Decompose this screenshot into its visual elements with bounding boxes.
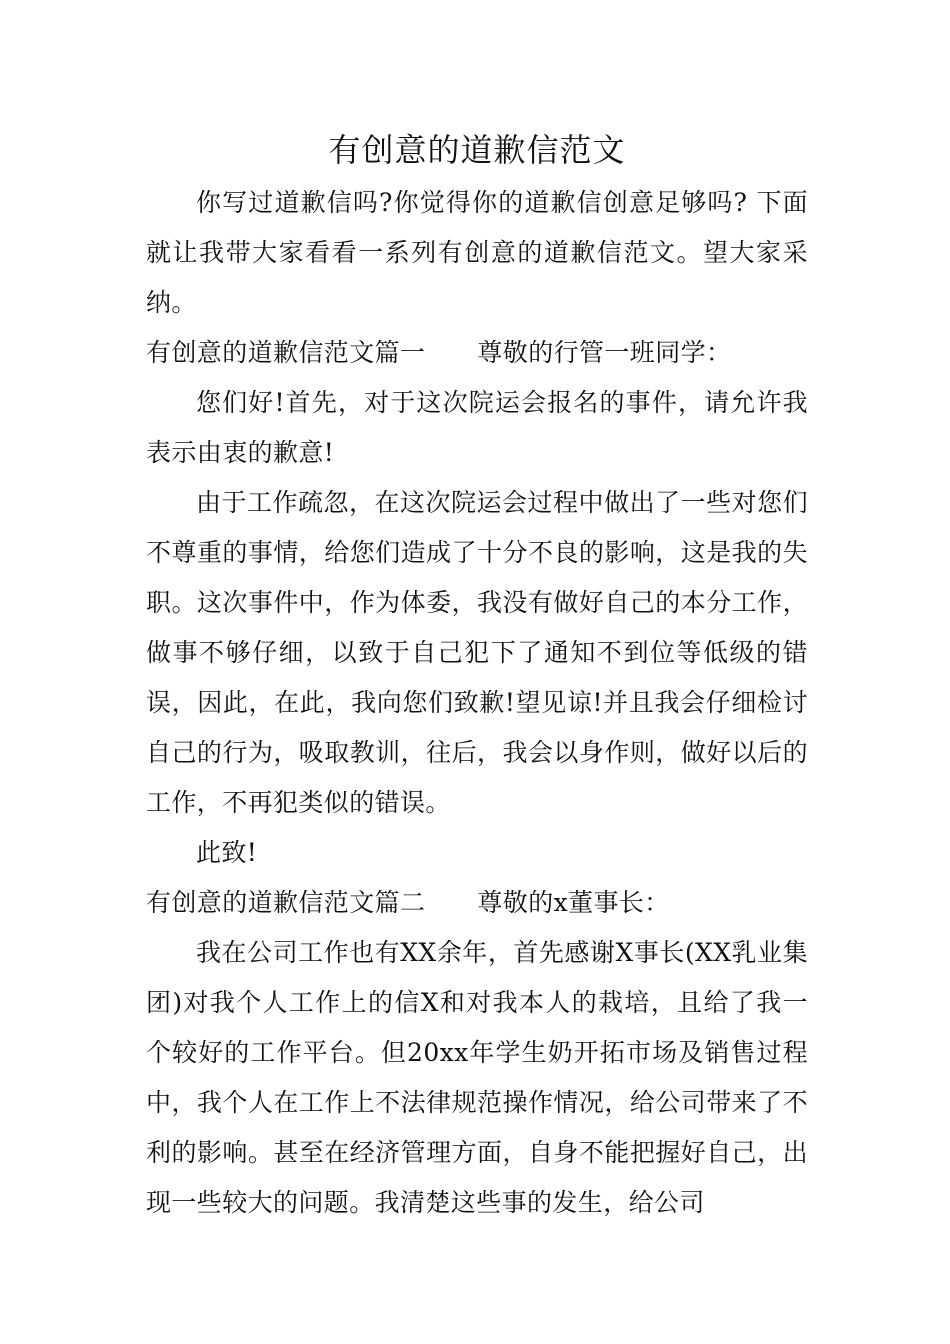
- section-1-heading-line: [146, 328, 808, 378]
- section-1-closing: 此致!: [196, 838, 258, 867]
- section-1-salutation: 尊敬的行管一班同学：: [477, 338, 732, 367]
- section-2-heading: 有创意的道歉信范文篇二: [146, 888, 426, 917]
- section-2-salutation: 尊敬的x董事长：: [477, 888, 670, 917]
- section-2-heading-line: [146, 878, 808, 928]
- section-1-paragraph-1: 您们好!首先，对于这次院运会报名的事件，请允许我表示由衷的歉意!: [146, 388, 808, 467]
- document-body: [146, 122, 808, 1228]
- document-title: 有创意的道歉信范文: [328, 131, 626, 169]
- section-1-heading: 有创意的道歉信范文篇一: [146, 338, 426, 367]
- section-1-paragraph-2: 由于工作疏忽，在这次院运会过程中做出了一些对您们不尊重的事情，给您们造成了十分不良的影响，这是我的失职。这次事件中，作为体委，我没有做好自己的本分工作，做事不够仔细，以致于自己犯下了通知不到位等低级的错误，因此，在此，我向您们致歉!望见谅!并且我会仔细检讨自己的行为，吸取教训，往后，我会以身作则，做好以后的工作，不再犯类似的错误。: [146, 488, 808, 817]
- intro-paragraph: 你写过道歉信吗?你觉得你的道歉信创意足够吗? 下面就让我带大家看看一系列有创意的道歉信范文。望大家采纳。: [146, 188, 808, 317]
- section-2-paragraph-1: 我在公司工作也有XX余年，首先感谢X事长(XX乳业集团)对我个人工作上的信X和对我本人的栽培，且给了我一个较好的工作平台。但20xx年学生奶开拓市场及销售过程中，我个人在工作上不法律规范操作情况，给公司带来了不利的影响。甚至在经济管理方面，自身不能把握好自己，出现一些较大的问题。我清楚这些事的发生，给公司: [146, 938, 808, 1217]
